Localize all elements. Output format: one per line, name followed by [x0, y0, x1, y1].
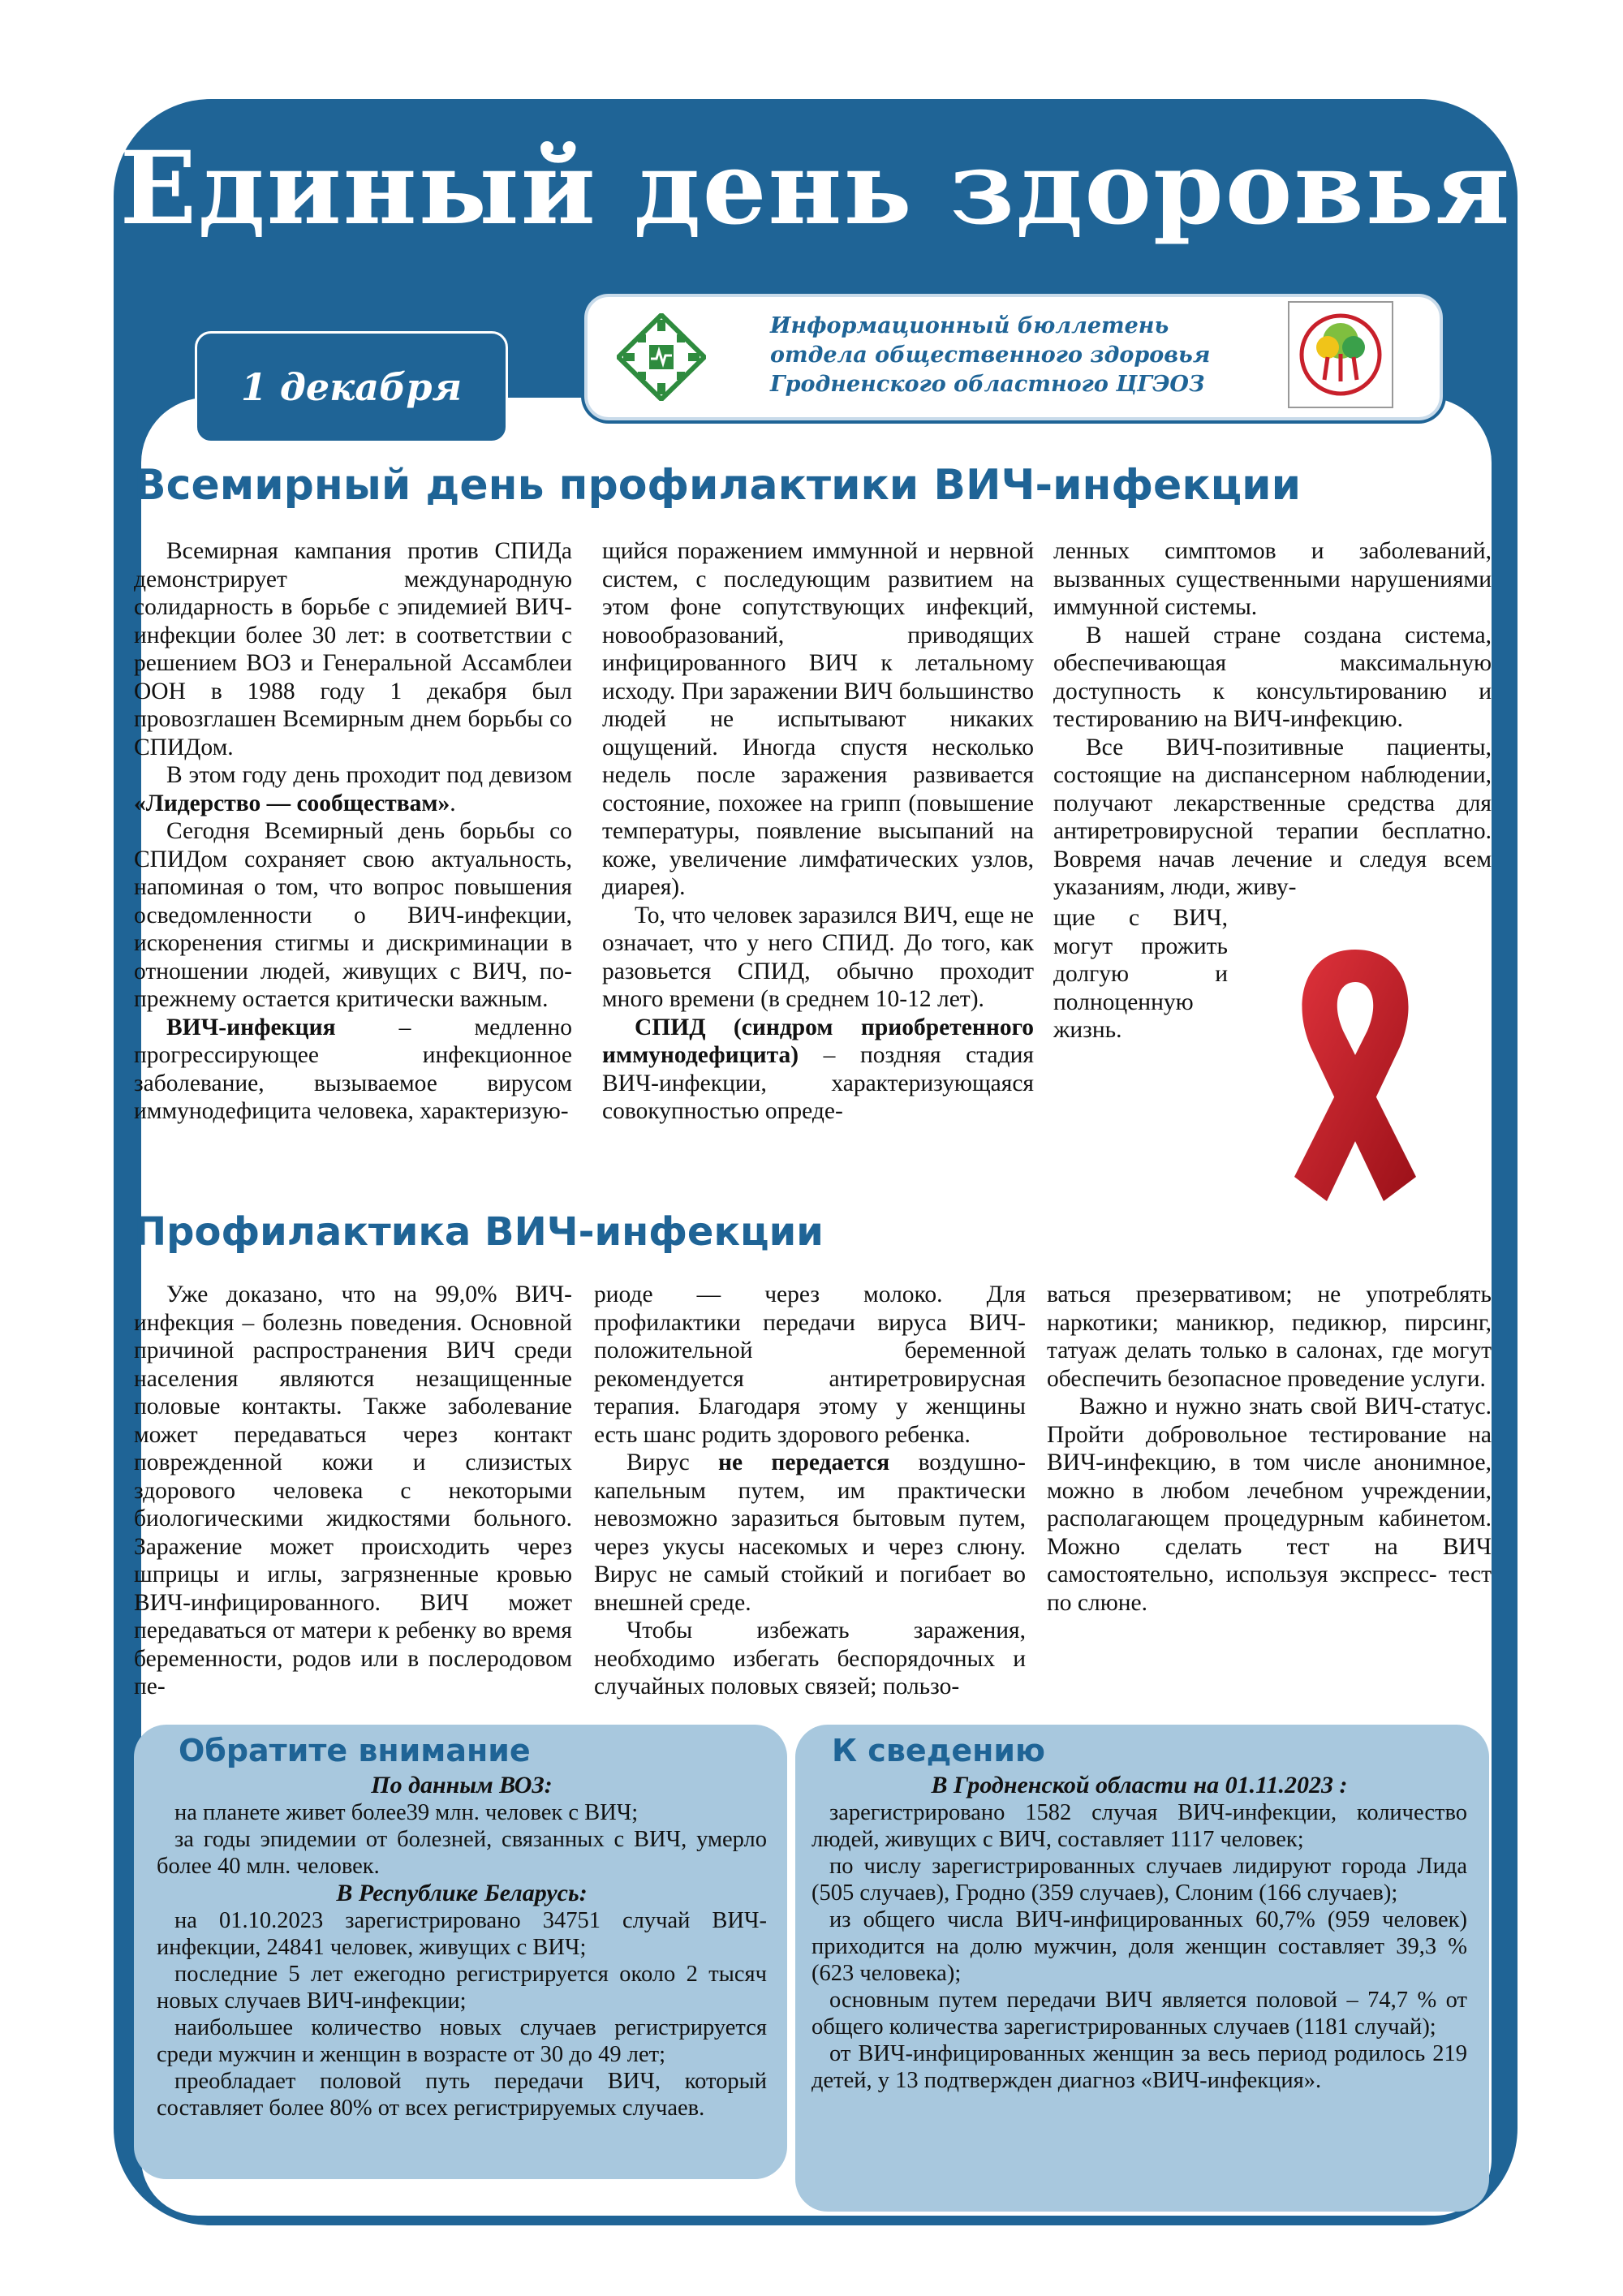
page-title: Единый день здоровья	[119, 130, 1512, 248]
paragraph: ВИЧ-инфекция – медленно прогрессирующее инфекционное заболевание, вызываемое вирусом иммунодефицита человека, характеризую-	[134, 1014, 572, 1124]
section2-column-1	[134, 1281, 572, 1701]
section2-title: Профилактика ВИЧ-инфекции	[134, 1209, 824, 1255]
date-label: 1 декабря	[240, 365, 463, 409]
bulletin-caption	[770, 312, 1225, 399]
list-item: зарегистрировано 1582 случая ВИЧ-инфекции, количество людей, живущих с ВИЧ, составляет 1117 человек;	[812, 1800, 1467, 1852]
paragraph: В нашей стране создана система, обеспечивающая максимальную доступность к консультированию и тестированию на ВИЧ-инфекцию.	[1053, 622, 1492, 732]
bulletin-line-2: отдела общественного здоровья	[770, 342, 1211, 368]
list-item: наибольшее количество новых случаев регистрируется среди мужчин и женщин в возрасте от 30 до 49 лет;	[157, 2015, 767, 2067]
paragraph: щие с ВИЧ, могут прожить долгую и полноценную жизнь.	[1053, 905, 1228, 1043]
attention-box-list-2	[157, 1907, 767, 2122]
paragraph: Чтобы избежать заражения, необходимо избегать беспорядочных и случайных половых связей; пользо-	[594, 1618, 1026, 1699]
paragraph: СПИД (синдром приобретенного иммунодефицита) – поздняя стадия ВИЧ-инфекции, характеризующаяся совокупностью опреде-	[602, 1014, 1034, 1124]
section2-column-3	[1047, 1281, 1492, 1617]
list-item: на планете живет более39 млн. человек с ВИЧ;	[174, 1800, 639, 1825]
attention-box	[134, 1725, 787, 2179]
bulletin-line-3: Гродненского областного ЦГЭОЗ	[770, 372, 1205, 397]
paragraph: Вирус не передается воздушно-капельным путем, им практически невозможно заразиться бытовым путем, через укусы насекомых и через слюну. Вирус не самый стойкий и погибает во внешней среде.	[594, 1450, 1027, 1616]
list-item: из общего числа ВИЧ-инфицированных 60,7% (959 человек) приходится на долю мужчин, доля женщин составляет 39,3 % (623 человека);	[812, 1907, 1467, 1986]
bulletin-line-1: Информационный бюллетень	[770, 313, 1169, 338]
paragraph: То, что человек заразился ВИЧ, еще не означает, что у него СПИД. До того, как разовьется СПИД, обычно проходит много времени (в среднем 10-12 лет).	[602, 902, 1034, 1012]
list-item: за годы эпидемии от болезней, связанных с ВИЧ, умерло более 40 млн. человек.	[157, 1827, 767, 1879]
paragraph: Всемирная кампания против СПИДа демонстрирует международную солидарность в борьбе с эпидемией ВИЧ-инфекции более 30 лет: в соответствии с решением ВОЗ и Генеральной Ассамблеи ООН в 1988 году 1 декабря был провозглашен Всемирным днем борьбы со СПИДом.	[134, 538, 572, 760]
attention-box-title: Обратите внимание	[179, 1733, 531, 1768]
paragraph: Важно и нужно знать свой ВИЧ-статус. Пройти добровольное тестирование на ВИЧ-инфекцию, в том числе анонимное, можно в любом лечебном учреждении, располагающем процедурным кабинетом. Можно сделать тест на ВИЧ самостоятельно, используя экспресс- тест по слюне.	[1047, 1394, 1492, 1616]
section1-column-3	[1053, 537, 1492, 902]
list-item: от ВИЧ-инфицированных женщин за весь период родилось 219 детей, у 13 подтвержден диагноз «ВИЧ-инфекция».	[812, 2041, 1467, 2093]
info-header-box	[584, 294, 1443, 420]
attention-box-list-1	[157, 1799, 767, 1880]
section1-column-3-tail	[1053, 904, 1228, 1045]
info-box-list	[812, 1799, 1467, 2094]
info-box	[795, 1725, 1489, 2212]
paragraph: риоде — через молоко. Для профилактики передачи вируса ВИЧ-положительной беременной рекомендуется антиретровирусная терапия. Благодаря этому у женщины есть шанс родить здорового ребенка.	[594, 1282, 1026, 1448]
tree-people-logo-icon	[1287, 300, 1394, 409]
info-box-subtitle: В Гродненской области на 01.11.2023 :	[931, 1772, 1348, 1798]
paragraph: Сегодня Всемирный день борьбы со СПИДом сохраняет свою актуальность, напоминая о том, что вопрос повышения осведомленности о ВИЧ-инфекции, искоренения стигмы и дискриминации в отношении людей, живущих с ВИЧ, по-прежнему остается критически важным.	[134, 818, 572, 1012]
attention-box-subtitle: В Республике Беларусь:	[336, 1880, 588, 1906]
red-ribbon-icon	[1233, 933, 1477, 1258]
paragraph: Уже доказано, что на 99,0% ВИЧ-инфекция – болезнь поведения. Основной причиной распространения ВИЧ среди населения являются незащищенные половые контакты. Также заболевание может передаваться через контакт поврежденной кожи и слизистых здорового человека с некоторыми биологическими жидкостями больного. Заражение может происходить через шприцы и иглы, загрязненные кровью ВИЧ-инфицированного. ВИЧ может передаваться от матери к ребенку во время беременности, родов или в послеродовом пе-	[134, 1282, 572, 1699]
attention-box-subtitle: По данным ВОЗ:	[371, 1772, 553, 1798]
list-item: по числу зарегистрированных случаев лидируют города Лида (505 случаев), Гродно (359 случаев), Слоним (166 случаев);	[812, 1854, 1467, 1906]
date-badge	[195, 331, 508, 443]
paragraph: ваться презервативом; не употреблять наркотики; маникюр, педикюр, пирсинг, татуаж делать только в салонах, где могут обеспечить безопасное проведение услуги.	[1047, 1282, 1492, 1392]
list-item: основным путем передачи ВИЧ является половой – 74,7 % от общего количества зарегистрированных случаев (1181 случай);	[812, 1988, 1467, 2040]
paragraph: ленных симптомов и заболеваний, вызванных существенными нарушениями иммунной системы.	[1053, 538, 1492, 620]
section1-column-2	[602, 537, 1034, 1126]
section1-column-1	[134, 537, 572, 1126]
list-item: преобладает половой путь передачи ВИЧ, который составляет более 80% от всех регистрируемых случаев.	[157, 2069, 767, 2121]
paragraph: В этом году день проходит под девизом «Лидерство — сообществам».	[134, 762, 572, 816]
ornament-emblem-icon	[617, 313, 706, 401]
list-item: на 01.10.2023 зарегистрировано 34751 случай ВИЧ-инфекции, 24841 человек, живущих с ВИЧ;	[157, 1908, 767, 1960]
paragraph: щийся поражением иммунной и нервной систем, с последующим развитием на этом фоне сопутствующих инфекций, новообразований, приводящих инфицированного ВИЧ к летальному исходу. При заражении ВИЧ большинство людей не испытывают никаких ощущений. Иногда спустя несколько недель после заражения развивается состояние, похожее на грипп (повышение температуры, появление высыпаний на коже, увеличение лимфатических узлов, диарея).	[602, 538, 1034, 900]
paragraph: Все ВИЧ-позитивные пациенты, состоящие на диспансерном наблюдении, получают лекарственные средства для антиретровирусной терапии бесплатно. Вовремя начав лечение и следуя всем указаниям, люди, живу-	[1053, 734, 1492, 900]
list-item: последние 5 лет ежегодно регистрируется около 2 тысяч новых случаев ВИЧ-инфекции;	[157, 1962, 767, 2014]
info-box-title: К сведению	[832, 1733, 1045, 1768]
section1-title: Всемирный день профилактики ВИЧ-инфекции	[134, 461, 1302, 510]
section2-column-2	[594, 1281, 1026, 1701]
